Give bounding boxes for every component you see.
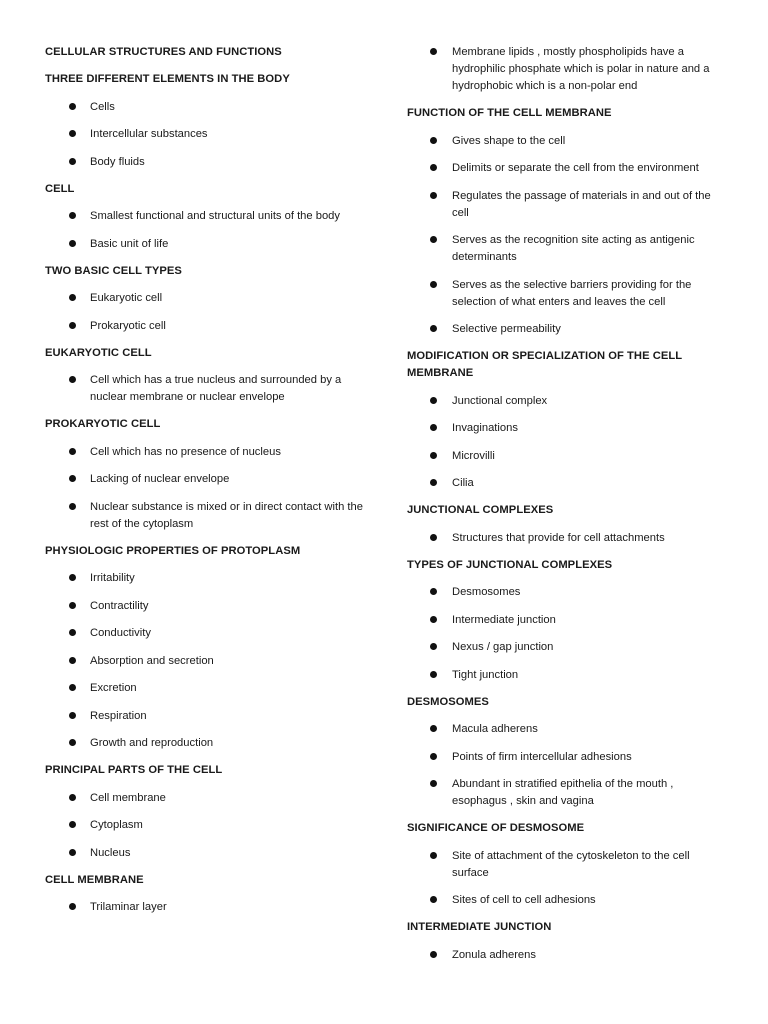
section-heading: PHYSIOLOGIC PROPERTIES OF PROTOPLASM [45,544,301,557]
list-item [407,947,725,964]
list-item-text: Respiration [90,709,147,722]
section-eukaryotic-cell [45,345,365,407]
list-item [45,899,365,916]
bullet-list [45,570,365,752]
list-item-text: Junctional complex [452,394,548,407]
bullet-icon [69,574,76,581]
section-heading: TYPES OF JUNCTIONAL COMPLEXES [407,558,613,571]
bullet-icon [430,896,437,903]
list-item-text: Invaginations [452,422,518,434]
bullet-icon [69,130,76,137]
list-item [407,321,725,338]
section-cell [45,181,365,253]
bullet-list [45,444,365,533]
list-item-text: Trilaminar layer [90,901,167,913]
list-item [407,475,725,492]
section-significance-of-desmosome [407,820,725,909]
list-item-text: Cell which has no presence of nucleus [90,445,281,458]
list-item-text: Serves as the selective barriers providing for the selection of what enters and leaves the cell [452,278,692,308]
list-item [407,133,725,150]
section-heading: SIGNIFICANCE OF DESMOSOME [407,822,585,834]
bullet-icon [430,236,437,243]
list-item [407,232,725,266]
list-item-text: Microvilli [452,449,495,462]
bullet-list [407,133,725,339]
list-item [45,845,365,862]
bullet-icon [69,212,76,219]
list-item-text: Nucleus [90,846,131,859]
list-item [45,790,365,807]
list-item [407,667,725,684]
list-item [45,444,365,461]
bullet-icon [69,739,76,746]
bullet-list [407,947,725,964]
list-item-text: Nuclear substance is mixed or in direct contact with the rest of the cytoplasm [90,500,363,530]
section-prokaryotic-cell [45,416,365,533]
section-heading: TWO BASIC CELL TYPES [45,264,182,277]
bullet-list [407,530,725,547]
bullet-icon [69,322,76,329]
bullet-icon [69,794,76,801]
list-item [407,160,725,177]
bullet-icon [430,397,437,404]
section-heading: THREE DIFFERENT ELEMENTS IN THE BODY [45,73,290,85]
list-item-text: Growth and reproduction [90,737,214,749]
list-item [407,776,725,810]
bullet-list [45,208,365,253]
section-heading: MODIFICATION OR SPECIALIZATION OF THE CELL MEMBRANE [407,350,682,379]
section-physiologic-properties-of-protoplasm [45,543,365,753]
list-item-text: Irritability [90,572,135,584]
list-item [407,749,725,766]
list-item-text: Sites of cell to cell adhesions [452,894,596,906]
bullet-icon [430,951,437,958]
bullet-icon [69,657,76,664]
bullet-icon [430,852,437,859]
bullet-list [45,899,365,916]
section-three-different-elements-in-the-body [45,71,365,171]
bullet-icon [69,158,76,165]
list-item-text: Body fluids [90,155,145,168]
list-item [45,290,365,307]
list-item-text: Structures that provide for cell attachments [452,531,665,544]
list-item [45,625,365,642]
list-item-text: Desmosomes [452,586,521,598]
list-item [45,236,365,253]
bullet-icon [430,725,437,732]
bullet-icon [430,643,437,650]
list-item-text: Delimits or separate the cell from the environment [452,162,699,174]
list-item [407,530,725,547]
list-item-text: Selective permeability [452,323,561,335]
list-item [407,448,725,465]
bullet-icon [69,821,76,828]
list-item [45,708,365,725]
list-item [407,848,725,882]
list-item-text: Lacking of nuclear envelope [90,473,230,485]
bullet-icon [430,424,437,431]
section-function-of-the-cell-membrane [407,105,725,338]
list-item-text: Contractility [90,599,149,612]
list-item [407,892,725,909]
list-item-text: Intercellular substances [90,128,208,140]
list-item [407,584,725,601]
list-item-text: Cell membrane [90,791,166,804]
list-item-text: Membrane lipids , mostly phospholipids have a hydrophilic phosphate which is polar in nature and a hydrophobic which is a non-polar end [452,46,710,92]
bullet-icon [430,534,437,541]
list-item-text: Intermediate junction [452,613,556,626]
bullet-icon [430,48,437,55]
list-item-text: Conductivity [90,627,151,639]
section-junctional-complexes [407,502,725,547]
list-item [45,570,365,587]
section-desmosomes [407,694,725,811]
bullet-icon [69,294,76,301]
list-item-text: Smallest functional and structural units of the body [90,210,340,222]
list-item-text: Gives shape to the cell [452,134,566,147]
list-item-text: Zonula adherens [452,948,536,961]
bullet-icon [430,325,437,332]
bullet-icon [430,753,437,760]
section-cell-membrane [45,872,365,917]
bullet-icon [69,684,76,691]
bullet-icon [69,240,76,247]
bullet-icon [69,903,76,910]
list-item-text: Serves as the recognition site acting as antigenic determinants [452,234,695,263]
section-two-basic-cell-types [45,263,365,335]
list-item-text: Macula adherens [452,723,538,735]
bullet-icon [69,629,76,636]
bullet-icon [430,780,437,787]
list-item [407,277,725,311]
list-item [407,44,725,95]
bullet-list [407,584,725,684]
bullet-icon [430,671,437,678]
section-heading: EUKARYOTIC CELL [45,346,152,359]
list-item [45,653,365,670]
list-item-text: Cells [90,100,115,113]
list-item [407,188,725,222]
bullet-icon [69,602,76,609]
list-item-text: Cytoplasm [90,819,143,831]
list-item [407,420,725,437]
list-item-text: Eukaryotic cell [90,292,163,304]
bullet-icon [69,712,76,719]
list-item [45,471,365,488]
list-item [45,598,365,615]
bullet-icon [430,192,437,199]
list-item [407,721,725,738]
section-heading: PROKARYOTIC CELL [45,418,161,430]
list-item-text: Prokaryotic cell [90,319,166,332]
bullet-icon [430,281,437,288]
list-item [407,612,725,629]
list-item [45,208,365,225]
list-item-text: Tight junction [452,668,519,681]
section-modification-or-specialization-of-the-ce [407,348,725,492]
bullet-icon [69,376,76,383]
bullet-icon [69,503,76,510]
list-item-text: Site of attachment of the cytoskeleton to the cell surface [452,849,690,879]
list-item-text: Excretion [90,682,137,694]
bullet-list [407,393,725,493]
list-item [45,154,365,171]
section-heading: CELL MEMBRANE [45,873,144,886]
bullet-icon [69,448,76,455]
bullet-icon [69,849,76,856]
right-sections [407,105,725,964]
bullet-icon [430,137,437,144]
left-sections [45,71,365,916]
section-heading: PRINCIPAL PARTS OF THE CELL [45,764,223,776]
list-item [45,735,365,752]
list-item-text: Basic unit of life [90,237,169,250]
list-item [45,817,365,834]
bullet-list [45,99,365,171]
bullet-icon [430,452,437,459]
list-item [45,318,365,335]
section-heading: DESMOSOMES [407,695,489,708]
list-item-text: Points of firm intercellular adhesions [452,750,632,763]
section-heading: JUNCTIONAL COMPLEXES [407,504,554,516]
bullet-list [45,290,365,335]
list-item-text: Cell which has a true nucleus and surrounded by a nuclear membrane or nuclear envelope [90,374,342,403]
bullet-list [407,848,725,910]
list-item-text: Regulates the passage of materials in and out of the cell [452,189,711,219]
document-title: CELLULAR STRUCTURES AND FUNCTIONS [45,46,282,58]
bullet-icon [69,103,76,110]
list-item-text: Nexus / gap junction [452,641,554,653]
list-item [407,393,725,410]
right-column [407,44,725,964]
list-item [45,126,365,143]
list-item [45,680,365,697]
section-principal-parts-of-the-cell [45,762,365,862]
bullet-list [45,790,365,862]
bullet-list [45,372,365,406]
bullet-list [407,721,725,810]
bullet-icon [430,479,437,486]
section-heading: FUNCTION OF THE CELL MEMBRANE [407,107,612,119]
bullet-icon [69,475,76,482]
bullet-icon [430,164,437,171]
section-heading: INTERMEDIATE JUNCTION [407,921,552,933]
left-column [45,44,365,916]
section-heading: CELL [45,182,75,195]
bullet-icon [430,616,437,623]
list-item-text: Absorption and secretion [90,654,214,667]
list-item-text: Abundant in stratified epithelia of the mouth , esophagus , skin and vagina [452,778,674,807]
list-item [45,499,365,533]
right-lead-list [407,44,725,95]
list-item [45,372,365,406]
bullet-icon [430,588,437,595]
section-types-of-junctional-complexes [407,557,725,684]
list-item-text: Cilia [452,477,474,489]
list-item [407,639,725,656]
section-intermediate-junction [407,919,725,964]
list-item [45,99,365,116]
